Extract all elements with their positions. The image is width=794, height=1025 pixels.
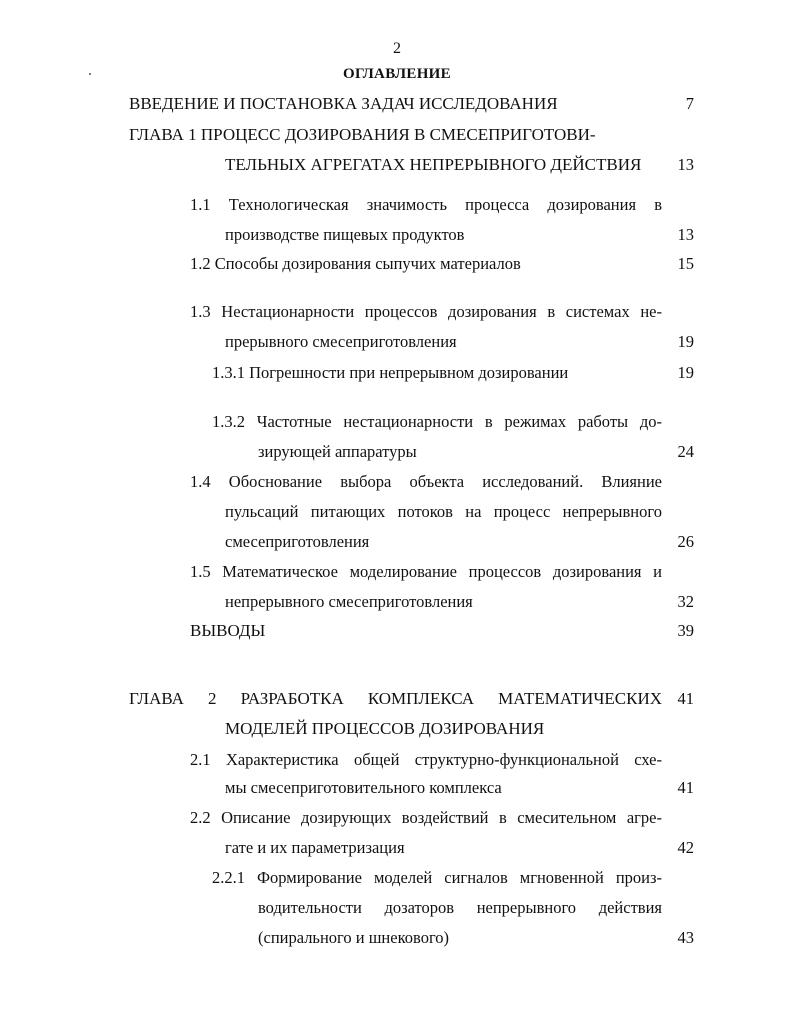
toc-page-section-1-4: 26	[677, 532, 694, 551]
toc-entry-section-1-3-2-line-1: 1.3.2 Частотные нестационарности в режимах работы до-	[212, 412, 662, 431]
toc-entry-section-2-2-1-line-2: водительности дозаторов непрерывного действия	[258, 898, 662, 917]
toc-entry-chapter-1-line-1: ГЛАВА 1 ПРОЦЕСС ДОЗИРОВАНИЯ В СМЕСЕПРИГОТОВИ-	[129, 125, 596, 144]
toc-entry-section-2-2-line-2: гате и их параметризация	[225, 838, 405, 857]
toc-entry-chapter-2-line-2: МОДЕЛЕЙ ПРОЦЕССОВ ДОЗИРОВАНИЯ	[225, 719, 545, 738]
toc-page-section-1-1: 13	[677, 225, 694, 244]
toc-page-conclusions: 39	[677, 621, 694, 640]
toc-entry-section-1-4-line-2: пульсаций питающих потоков на процесс непрерывного	[225, 502, 662, 521]
toc-entry-section-1-4-line-3: смесеприготовления	[225, 532, 370, 551]
toc-page-chapter-2: 41	[677, 689, 694, 708]
toc-page-section-1-5: 32	[677, 592, 694, 611]
toc-page-section-1-3-1: 19	[677, 363, 694, 382]
toc-entry-section-1-2: 1.2 Способы дозирования сыпучих материалов	[190, 254, 521, 273]
toc-entry-section-1-3-line-1: 1.3 Нестационарности процессов дозирования в системах не-	[190, 302, 662, 321]
toc-entry-section-1-3-line-2: прерывного смесеприготовления	[225, 332, 457, 351]
toc-entry-section-1-3-2-line-2: зирующей аппаратуры	[258, 442, 417, 461]
toc-title: ОГЛАВЛЕНИЕ	[343, 66, 451, 82]
toc-entry-section-1-1-line-2: производстве пищевых продуктов	[225, 225, 465, 244]
toc-page-section-2-2: 42	[677, 838, 694, 857]
toc-page-introduction: 7	[685, 94, 694, 113]
toc-entry-section-2-1-line-1: 2.1 Характеристика общей структурно-функциональной схе-	[190, 750, 662, 769]
toc-page-section-1-3-2: 24	[677, 442, 694, 461]
toc-page-section-1-2: 15	[677, 254, 694, 273]
toc-entry-section-1-5-line-2: непрерывного смесеприготовления	[225, 592, 473, 611]
toc-entry-section-2-1-line-2: мы смесеприготовительного комплекса	[225, 778, 502, 797]
toc-entry-chapter-2-line-1: ГЛАВА 2 РАЗРАБОТКА КОМПЛЕКСА МАТЕМАТИЧЕСКИХ	[129, 689, 662, 708]
toc-entry-section-1-5-line-1: 1.5 Математическое моделирование процессов дозирования и	[190, 562, 662, 581]
page-number: 2	[393, 40, 401, 57]
toc-entry-section-2-2-line-1: 2.2 Описание дозирующих воздействий в смесительном агре-	[190, 808, 662, 827]
toc-page-section-2-1: 41	[677, 778, 694, 797]
toc-entry-section-1-4-line-1: 1.4 Обоснование выбора объекта исследований. Влияние	[190, 472, 662, 491]
toc-entry-chapter-1-line-2: ТЕЛЬНЫХ АГРЕГАТАХ НЕПРЕРЫВНОГО ДЕЙСТВИЯ	[225, 155, 642, 174]
toc-page-chapter-1: 13	[677, 155, 694, 174]
toc-page-section-2-2-1: 43	[677, 928, 694, 947]
toc-entry-section-1-1-line-1: 1.1 Технологическая значимость процесса дозирования в	[190, 195, 662, 214]
toc-entry-conclusions: ВЫВОДЫ	[190, 621, 266, 640]
toc-entry-section-1-3-1: 1.3.1 Погрешности при непрерывном дозировании	[212, 363, 569, 382]
toc-entry-introduction: ВВЕДЕНИЕ И ПОСТАНОВКА ЗАДАЧ ИССЛЕДОВАНИЯ	[129, 94, 558, 113]
toc-entry-section-2-2-1-line-1: 2.2.1 Формирование моделей сигналов мгновенной произ-	[212, 868, 662, 887]
toc-page-section-1-3: 19	[677, 332, 694, 351]
toc-entry-section-2-2-1-line-3: (спирального и шнекового)	[258, 928, 450, 947]
